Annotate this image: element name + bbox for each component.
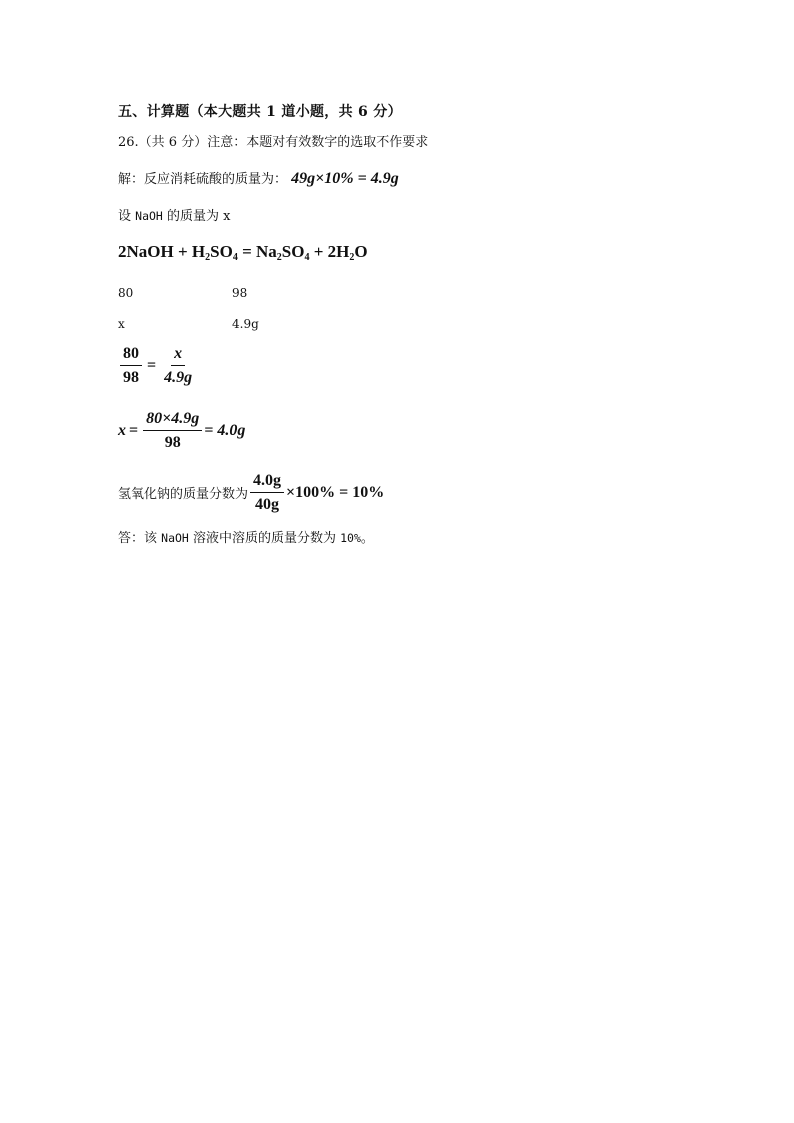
answer-prefix: 答：该	[118, 531, 162, 546]
equation-part: 2NaOH + H	[118, 242, 206, 261]
mass-fraction-result: ×100% = 10%	[286, 483, 385, 501]
fraction-denominator: 4.9g	[164, 369, 193, 386]
fraction-numerator: 80×4.9g	[143, 409, 202, 431]
answer-line	[118, 529, 374, 548]
mass-fraction-line	[118, 471, 384, 514]
x-variable: x	[118, 421, 126, 439]
naoh-molar-mass: 80	[118, 286, 134, 300]
chemical-equation	[118, 241, 368, 263]
equation-subscript: 4	[232, 252, 238, 263]
naoh-unknown-mass: x	[118, 317, 125, 331]
equation-part: SO	[210, 242, 233, 261]
answer-formula: NaOH	[161, 531, 189, 545]
solution-intro-line	[118, 170, 399, 189]
x-solution-equation	[118, 409, 245, 452]
equation-subscript: 4	[304, 252, 310, 263]
equals-sign: =	[129, 421, 139, 439]
question-header: 26.（共 6 分）注意：本题对有效数字的选取不作要求	[118, 135, 429, 150]
x-fraction	[143, 409, 202, 452]
setup-prefix: 设	[118, 209, 136, 224]
right-fraction	[161, 344, 195, 387]
acid-actual-mass: 4.9g	[232, 317, 259, 331]
section-title: 五、计算题（本大题共 1 道小题，共 6 分）	[118, 104, 402, 120]
answer-end: 。	[360, 531, 374, 546]
equation-subscript: 2	[349, 252, 355, 263]
fraction-denominator: 40g	[255, 496, 280, 513]
left-fraction	[120, 344, 142, 387]
setup-line	[118, 207, 230, 226]
equation-part: O	[354, 242, 368, 261]
setup-formula: NaOH	[135, 209, 163, 223]
mass-fraction	[250, 471, 284, 514]
solution-intro-text: 解：反应消耗硫酸的质量为：	[118, 172, 288, 187]
proportion-equation	[118, 344, 197, 387]
fraction-numerator: x	[171, 344, 185, 366]
equation-subscript: 2	[205, 252, 211, 263]
mass-fraction-label: 氢氧化钠的质量分数为	[118, 487, 249, 502]
equation-part: SO	[281, 242, 305, 261]
answer-suffix: 溶液中溶质的质量分数为	[188, 531, 341, 546]
equation-part: = Na	[237, 242, 277, 261]
acid-mass-expression: 49g×10% = 4.9g	[291, 170, 399, 187]
fraction-numerator: 4.0g	[250, 471, 284, 493]
equation-subscript: 2	[276, 252, 282, 263]
answer-value: 10%	[340, 531, 361, 545]
x-result: = 4.0g	[204, 421, 246, 439]
equation-part: + 2H	[309, 242, 350, 261]
acid-molar-mass: 98	[232, 286, 248, 300]
setup-suffix: 的质量为 x	[162, 209, 231, 224]
fraction-denominator: 98	[123, 369, 139, 386]
equals-sign: =	[147, 356, 157, 374]
fraction-denominator: 98	[164, 434, 181, 451]
fraction-numerator: 80	[120, 344, 142, 366]
